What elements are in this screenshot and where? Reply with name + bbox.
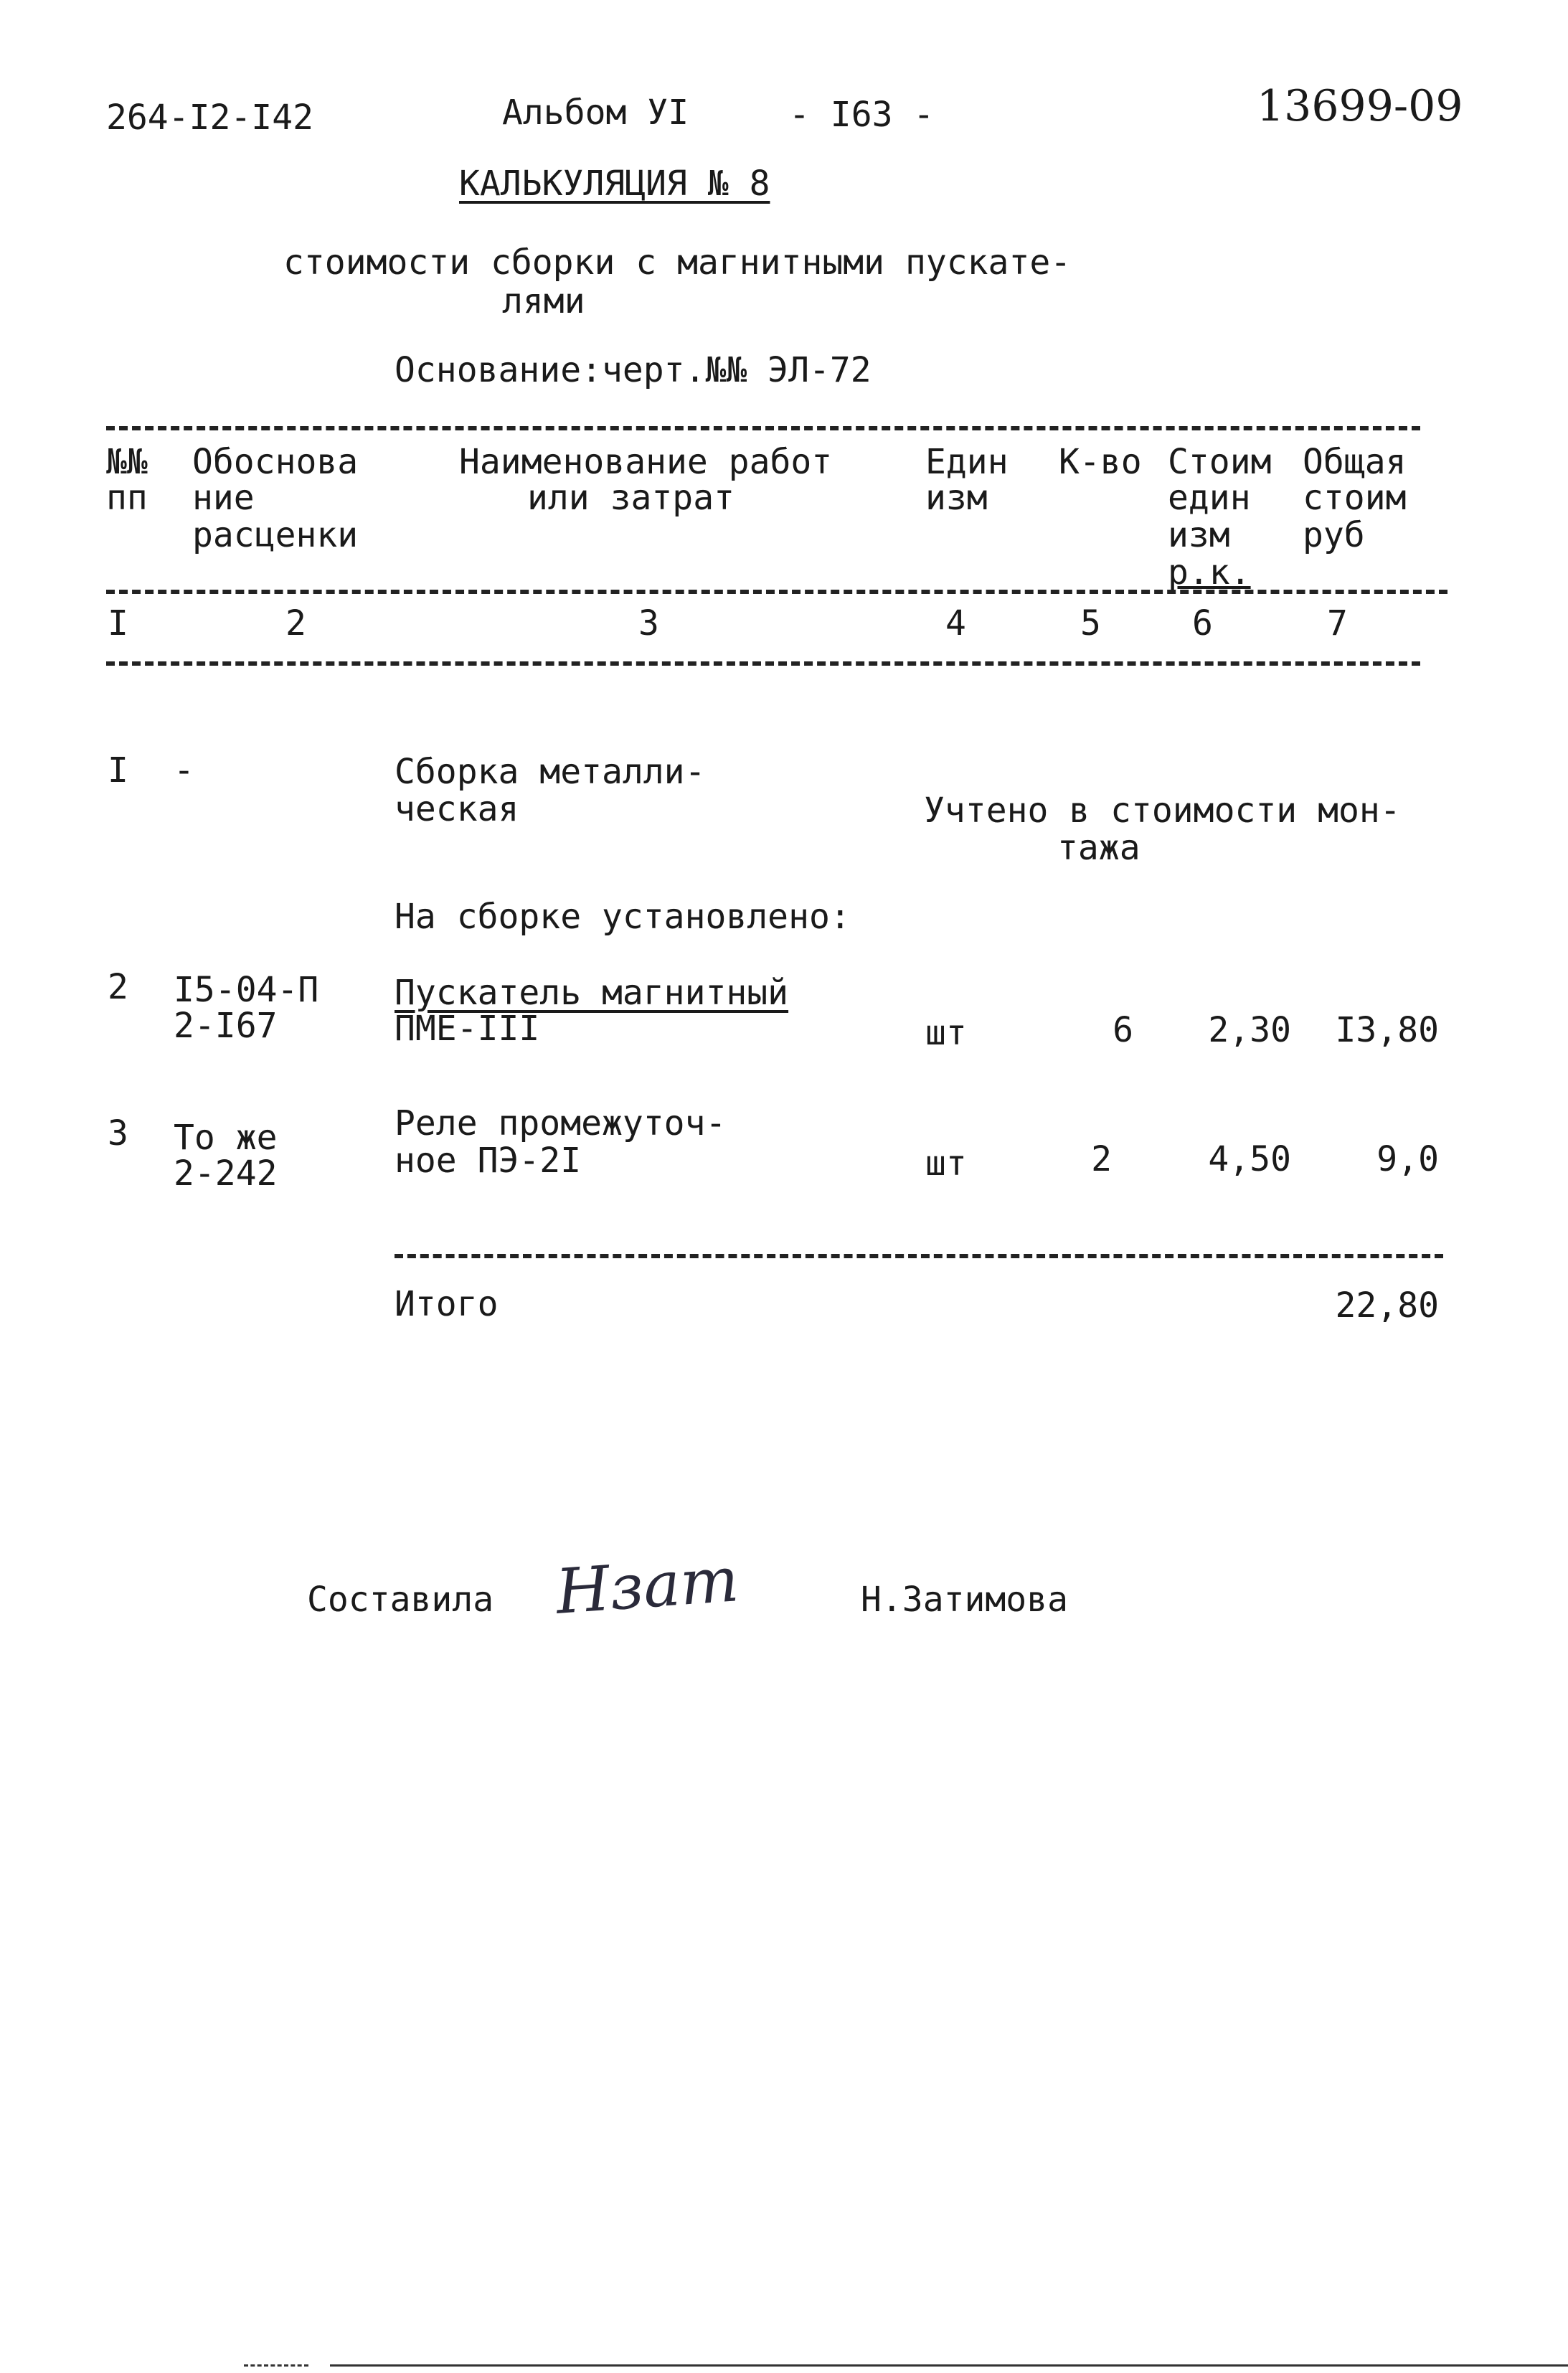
row-note-line2: тажа <box>1057 828 1140 868</box>
row-unit: шт <box>925 1013 967 1053</box>
divider <box>106 590 1447 594</box>
row-basis-line1: I5-04-П <box>174 970 319 1010</box>
divider <box>244 2364 308 2367</box>
row-total: 9,0 <box>1376 1139 1439 1179</box>
total-value: 22,80 <box>1335 1285 1439 1326</box>
basis-line: Основание:черт.№№ ЭЛ-72 <box>395 350 872 390</box>
page-number: - I63 - <box>789 95 935 135</box>
page-bottom-rule <box>330 2364 1568 2367</box>
divider <box>106 426 1420 430</box>
row-basis-line2: 2-I67 <box>174 1006 278 1046</box>
subtitle-line2: лями <box>502 281 585 321</box>
row-number: 3 <box>108 1113 128 1154</box>
row-quantity: 6 <box>1113 1010 1133 1050</box>
row-number: 2 <box>108 967 128 1007</box>
stamp-number: 13699-09 <box>1257 81 1463 131</box>
page-title: КАЛЬКУЛЯЦИЯ № 8 <box>459 164 770 204</box>
document-code: 264-I2-I42 <box>106 98 313 138</box>
subtitle-line1: стоимости сборки с магнитными пускате- <box>283 242 1072 283</box>
row-name-line1: Пускатель магнитный <box>395 973 789 1013</box>
row-number: I <box>108 750 128 791</box>
row-basis: - <box>174 750 194 791</box>
row-basis-line1: То же <box>174 1118 278 1158</box>
row-name-line2: ное ПЭ-2I <box>395 1141 582 1181</box>
album-label: Альбом УI <box>502 93 689 133</box>
row-note-line1: Учтено в стоимости мон- <box>924 791 1401 831</box>
compiled-by-label: Составила <box>307 1580 494 1620</box>
compiler-name: Н.Затимова <box>861 1580 1068 1620</box>
row-total: I3,80 <box>1335 1010 1439 1050</box>
row-name-line2: ческая <box>395 789 519 829</box>
row-unit-cost: 2,30 <box>1208 1010 1291 1050</box>
row-unit-cost: 4,50 <box>1208 1139 1291 1179</box>
divider <box>106 661 1420 666</box>
row-basis-line2: 2-242 <box>174 1154 278 1194</box>
handwritten-signature: Нзат <box>553 1544 741 1628</box>
row-quantity: 2 <box>1091 1139 1112 1179</box>
section-label: На сборке установлено: <box>395 897 851 937</box>
row-name-line1: Реле промежуточ- <box>395 1103 727 1143</box>
row-unit: шт <box>925 1143 967 1184</box>
row-name-line1: Сборка металли- <box>395 752 706 792</box>
row-name-line2: ПМЕ-III <box>395 1009 540 1049</box>
divider <box>395 1254 1443 1258</box>
total-label: Итого <box>395 1284 499 1324</box>
